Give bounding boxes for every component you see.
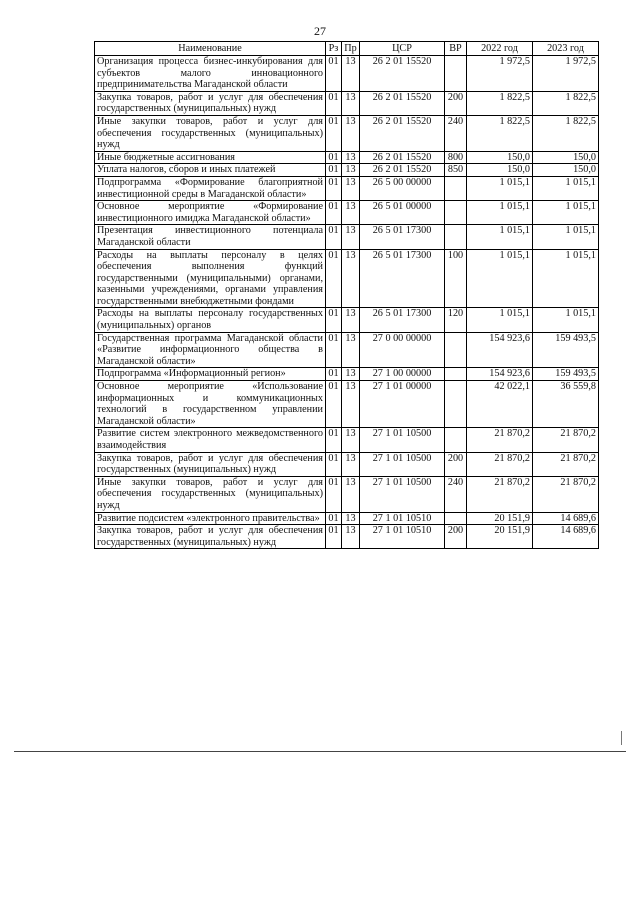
table-row	[95, 452, 599, 476]
cell-name: Иные бюджетные ассигнования	[95, 151, 326, 164]
col-header-2023: 2023 год	[533, 42, 599, 56]
col-header-rz: Рз	[326, 42, 342, 56]
cell-2022: 1 972,5	[467, 56, 533, 92]
cell-vr: 200	[445, 452, 467, 476]
cell-csr: 26 5 01 17300	[360, 249, 445, 308]
table-row	[95, 476, 599, 512]
col-header-vr: ВР	[445, 42, 467, 56]
cell-2022: 150,0	[467, 151, 533, 164]
table-row	[95, 115, 599, 151]
cell-pr: 13	[342, 164, 360, 177]
cell-rz: 01	[326, 176, 342, 200]
cell-name: Уплата налогов, сборов и иных платежей	[95, 164, 326, 177]
table-row	[95, 151, 599, 164]
cell-csr: 27 1 01 00000	[360, 381, 445, 428]
cell-csr: 26 2 01 15520	[360, 56, 445, 92]
cell-csr: 26 2 01 15520	[360, 151, 445, 164]
budget-table	[94, 41, 599, 549]
cell-pr: 13	[342, 368, 360, 381]
cell-name: Развитие подсистем «электронного правительства»	[95, 512, 326, 525]
cell-name: Развитие систем электронного межведомственного взаимодействия	[95, 428, 326, 452]
table-row	[95, 525, 599, 549]
cell-2023: 1 972,5	[533, 56, 599, 92]
table-body	[95, 56, 599, 549]
table-row	[95, 332, 599, 368]
cell-2022: 21 870,2	[467, 476, 533, 512]
cell-2022: 21 870,2	[467, 452, 533, 476]
cell-name: Основное мероприятие «Использование информационных и коммуникационных технологий в государственном управлении Магаданской области»	[95, 381, 326, 428]
cell-vr	[445, 332, 467, 368]
cell-2022: 154 923,6	[467, 332, 533, 368]
cell-pr: 13	[342, 332, 360, 368]
cell-rz: 01	[326, 249, 342, 308]
cell-rz: 01	[326, 476, 342, 512]
cell-csr: 26 2 01 15520	[360, 164, 445, 177]
cell-2023: 14 689,6	[533, 512, 599, 525]
cell-2023: 1 015,1	[533, 225, 599, 249]
cell-csr: 27 1 01 10510	[360, 512, 445, 525]
cell-vr: 850	[445, 164, 467, 177]
cell-2022: 1 822,5	[467, 91, 533, 115]
cell-2022: 20 151,9	[467, 525, 533, 549]
cell-pr: 13	[342, 452, 360, 476]
cell-pr: 13	[342, 381, 360, 428]
cell-2022: 1 822,5	[467, 115, 533, 151]
cell-rz: 01	[326, 308, 342, 332]
cell-rz: 01	[326, 56, 342, 92]
table-row	[95, 368, 599, 381]
cell-rz: 01	[326, 91, 342, 115]
cell-name: Организация процесса бизнес-инкубирования для субъектов малого инновационного предпринимательства Магаданской области	[95, 56, 326, 92]
cell-2023: 1 822,5	[533, 91, 599, 115]
table-row	[95, 176, 599, 200]
cell-2023: 159 493,5	[533, 332, 599, 368]
col-header-2022: 2022 год	[467, 42, 533, 56]
cell-pr: 13	[342, 176, 360, 200]
cell-vr	[445, 225, 467, 249]
cell-rz: 01	[326, 512, 342, 525]
cell-2023: 36 559,8	[533, 381, 599, 428]
cell-2022: 154 923,6	[467, 368, 533, 381]
cell-name: Презентация инвестиционного потенциала Магаданской области	[95, 225, 326, 249]
table-row	[95, 91, 599, 115]
cell-name: Государственная программа Магаданской области «Развитие информационного общества в Магаданской области»	[95, 332, 326, 368]
cell-name: Иные закупки товаров, работ и услуг для обеспечения государственных (муниципальных) нужд	[95, 115, 326, 151]
cell-csr: 26 5 01 00000	[360, 201, 445, 225]
cell-rz: 01	[326, 428, 342, 452]
cell-pr: 13	[342, 512, 360, 525]
cell-csr: 27 1 01 10500	[360, 476, 445, 512]
cell-vr: 100	[445, 249, 467, 308]
cell-2023: 1 822,5	[533, 115, 599, 151]
cell-2023: 21 870,2	[533, 452, 599, 476]
cell-2022: 1 015,1	[467, 308, 533, 332]
cell-csr: 27 1 01 10500	[360, 428, 445, 452]
cell-vr: 120	[445, 308, 467, 332]
page-footer-rule	[14, 751, 626, 752]
cell-name: Основное мероприятие «Формирование инвестиционного имиджа Магаданской области»	[95, 201, 326, 225]
cell-pr: 13	[342, 308, 360, 332]
cell-2022: 150,0	[467, 164, 533, 177]
cell-rz: 01	[326, 164, 342, 177]
cell-csr: 27 0 00 00000	[360, 332, 445, 368]
table-row	[95, 512, 599, 525]
cell-csr: 27 1 00 00000	[360, 368, 445, 381]
cell-name: Закупка товаров, работ и услуг для обеспечения государственных (муниципальных) нужд	[95, 452, 326, 476]
cell-vr	[445, 56, 467, 92]
cell-2022: 1 015,1	[467, 249, 533, 308]
cell-name: Расходы на выплаты персоналу государственных (муниципальных) органов	[95, 308, 326, 332]
cell-vr: 200	[445, 91, 467, 115]
table-row	[95, 249, 599, 308]
cell-name: Расходы на выплаты персоналу в целях обеспечения выполнения функций государственными (муниципальными) органами, казенными учреждениями, органами управления государственными внебюджетными фондами	[95, 249, 326, 308]
table-header-row	[95, 42, 599, 56]
cell-2022: 20 151,9	[467, 512, 533, 525]
cell-csr: 27 1 01 10510	[360, 525, 445, 549]
col-header-csr: ЦСР	[360, 42, 445, 56]
cell-csr: 26 5 01 17300	[360, 225, 445, 249]
cell-vr: 800	[445, 151, 467, 164]
cell-2023: 21 870,2	[533, 428, 599, 452]
cell-2023: 150,0	[533, 151, 599, 164]
page-number: 27	[314, 24, 326, 38]
cell-rz: 01	[326, 381, 342, 428]
cell-name: Иные закупки товаров, работ и услуг для обеспечения государственных (муниципальных) нужд	[95, 476, 326, 512]
cell-2023: 1 015,1	[533, 176, 599, 200]
cell-csr: 27 1 01 10500	[360, 452, 445, 476]
cell-name: Подпрограмма «Информационный регион»	[95, 368, 326, 381]
table-row	[95, 225, 599, 249]
cell-name: Закупка товаров, работ и услуг для обеспечения государственных (муниципальных) нужд	[95, 91, 326, 115]
cell-vr: 240	[445, 476, 467, 512]
cell-pr: 13	[342, 428, 360, 452]
cell-2022: 1 015,1	[467, 201, 533, 225]
cell-pr: 13	[342, 91, 360, 115]
cell-rz: 01	[326, 151, 342, 164]
cell-2023: 1 015,1	[533, 249, 599, 308]
cell-rz: 01	[326, 332, 342, 368]
cell-pr: 13	[342, 151, 360, 164]
cell-2023: 14 689,6	[533, 525, 599, 549]
cell-name: Закупка товаров, работ и услуг для обеспечения государственных (муниципальных) нужд	[95, 525, 326, 549]
cell-2023: 159 493,5	[533, 368, 599, 381]
cell-vr: 240	[445, 115, 467, 151]
cell-2022: 1 015,1	[467, 225, 533, 249]
cell-name: Подпрограмма «Формирование благоприятной инвестиционной среды в Магаданской области»	[95, 176, 326, 200]
cell-vr	[445, 176, 467, 200]
cell-rz: 01	[326, 368, 342, 381]
col-header-pr: Пр	[342, 42, 360, 56]
cell-vr: 200	[445, 525, 467, 549]
cell-2022: 42 022,1	[467, 381, 533, 428]
cell-2022: 1 015,1	[467, 176, 533, 200]
cell-pr: 13	[342, 525, 360, 549]
table-row	[95, 164, 599, 177]
cell-2023: 1 015,1	[533, 308, 599, 332]
col-header-name: Наименование	[95, 42, 326, 56]
cell-vr	[445, 381, 467, 428]
cell-2023: 21 870,2	[533, 476, 599, 512]
cell-vr	[445, 512, 467, 525]
cell-pr: 13	[342, 115, 360, 151]
table-row	[95, 56, 599, 92]
cell-vr	[445, 201, 467, 225]
cell-rz: 01	[326, 201, 342, 225]
cell-csr: 26 5 00 00000	[360, 176, 445, 200]
cell-vr	[445, 368, 467, 381]
table-row	[95, 201, 599, 225]
cell-2022: 21 870,2	[467, 428, 533, 452]
table-row	[95, 308, 599, 332]
cell-pr: 13	[342, 476, 360, 512]
scan-edge-mark	[621, 731, 622, 745]
cell-csr: 26 2 01 15520	[360, 91, 445, 115]
cell-rz: 01	[326, 115, 342, 151]
table-row	[95, 381, 599, 428]
cell-pr: 13	[342, 249, 360, 308]
cell-rz: 01	[326, 525, 342, 549]
cell-pr: 13	[342, 56, 360, 92]
cell-pr: 13	[342, 225, 360, 249]
cell-2023: 1 015,1	[533, 201, 599, 225]
cell-csr: 26 5 01 17300	[360, 308, 445, 332]
cell-vr	[445, 428, 467, 452]
cell-pr: 13	[342, 201, 360, 225]
cell-rz: 01	[326, 225, 342, 249]
cell-rz: 01	[326, 452, 342, 476]
table-row	[95, 428, 599, 452]
cell-csr: 26 2 01 15520	[360, 115, 445, 151]
cell-2023: 150,0	[533, 164, 599, 177]
